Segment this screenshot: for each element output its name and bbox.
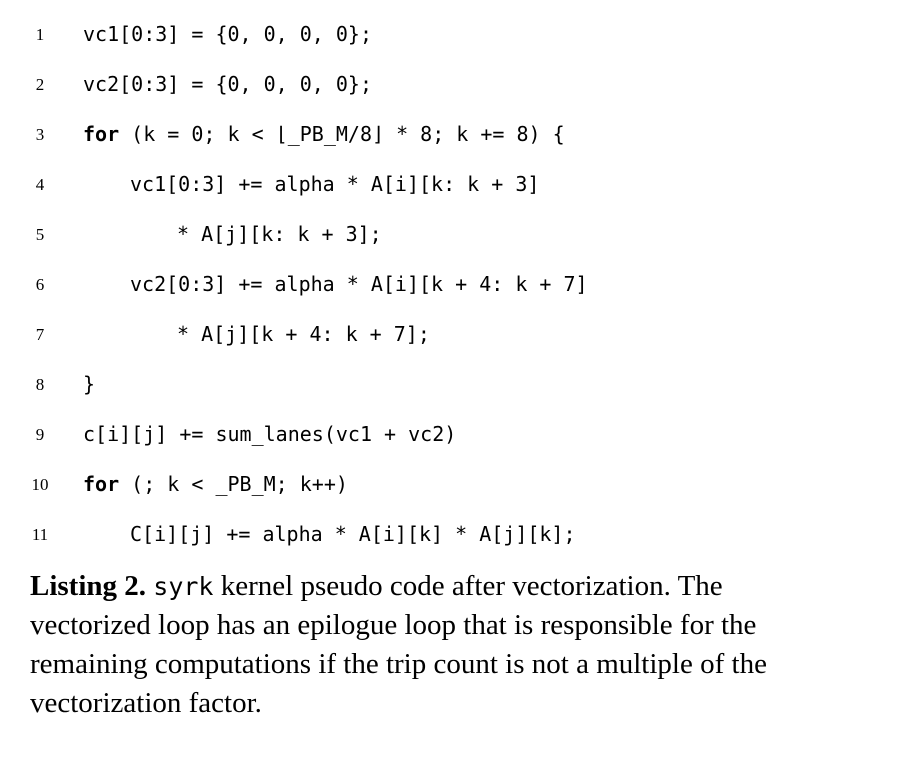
line-number: 8 bbox=[35, 375, 45, 394]
code-line bbox=[0, 309, 913, 359]
code-listing bbox=[0, 9, 913, 559]
code-line bbox=[0, 59, 913, 109]
listing-caption bbox=[30, 567, 850, 723]
line-number: 2 bbox=[35, 75, 45, 94]
code-line bbox=[0, 159, 913, 209]
code-text bbox=[83, 521, 576, 547]
code-text bbox=[83, 71, 372, 97]
line-number: 1 bbox=[35, 25, 45, 44]
code-line bbox=[0, 409, 913, 459]
code-line bbox=[0, 359, 913, 409]
code-text bbox=[83, 171, 539, 197]
code-statement: c[i][j] += sum_lanes(vc1 + vc2) bbox=[83, 422, 457, 446]
line-number: 4 bbox=[35, 175, 45, 194]
line-number: 11 bbox=[31, 525, 49, 544]
code-text bbox=[83, 121, 565, 147]
line-number: 10 bbox=[31, 475, 49, 494]
code-text bbox=[83, 371, 95, 397]
code-statement: } bbox=[83, 372, 96, 396]
code-statement: * A[j][k: k + 3]; bbox=[177, 222, 382, 246]
caption-text: kernel pseudo code after vectorization. The vectorized loop has an epilogue loop that is responsible for the remaining computations if the trip count is not a multiple of the vectorization factor. bbox=[30, 570, 767, 719]
code-statement: vc1[0:3] += alpha * A[i][k: k + 3] bbox=[130, 172, 540, 196]
code-text bbox=[83, 471, 348, 497]
code-line bbox=[0, 109, 913, 159]
code-keyword: for bbox=[83, 472, 120, 496]
code-line bbox=[0, 259, 913, 309]
caption-label: Listing 2. bbox=[30, 570, 147, 602]
code-line bbox=[0, 509, 913, 559]
code-statement: vc2[0:3] = {0, 0, 0, 0}; bbox=[83, 72, 372, 96]
code-text bbox=[83, 271, 588, 297]
line-number: 7 bbox=[35, 325, 45, 344]
code-text bbox=[83, 321, 430, 347]
code-statement: vc1[0:3] = {0, 0, 0, 0}; bbox=[83, 22, 372, 46]
caption-kernel-name: syrk bbox=[153, 572, 214, 601]
code-line bbox=[0, 9, 913, 59]
line-number: 3 bbox=[35, 125, 45, 144]
line-number: 5 bbox=[35, 225, 45, 244]
line-number: 6 bbox=[35, 275, 45, 294]
code-statement: (; k < _PB_M; k++) bbox=[119, 472, 348, 496]
code-line bbox=[0, 209, 913, 259]
code-statement: (k = 0; k < ⌊_PB_M/8⌋ * 8; k += 8) { bbox=[119, 122, 565, 146]
code-text bbox=[83, 221, 382, 247]
line-number: 9 bbox=[35, 425, 45, 444]
code-statement: C[i][j] += alpha * A[i][k] * A[j][k]; bbox=[130, 522, 576, 546]
code-text bbox=[83, 421, 456, 447]
code-text bbox=[83, 21, 372, 47]
code-line bbox=[0, 459, 913, 509]
code-keyword: for bbox=[83, 122, 120, 146]
code-statement: * A[j][k + 4: k + 7]; bbox=[177, 322, 430, 346]
code-statement: vc2[0:3] += alpha * A[i][k + 4: k + 7] bbox=[130, 272, 588, 296]
